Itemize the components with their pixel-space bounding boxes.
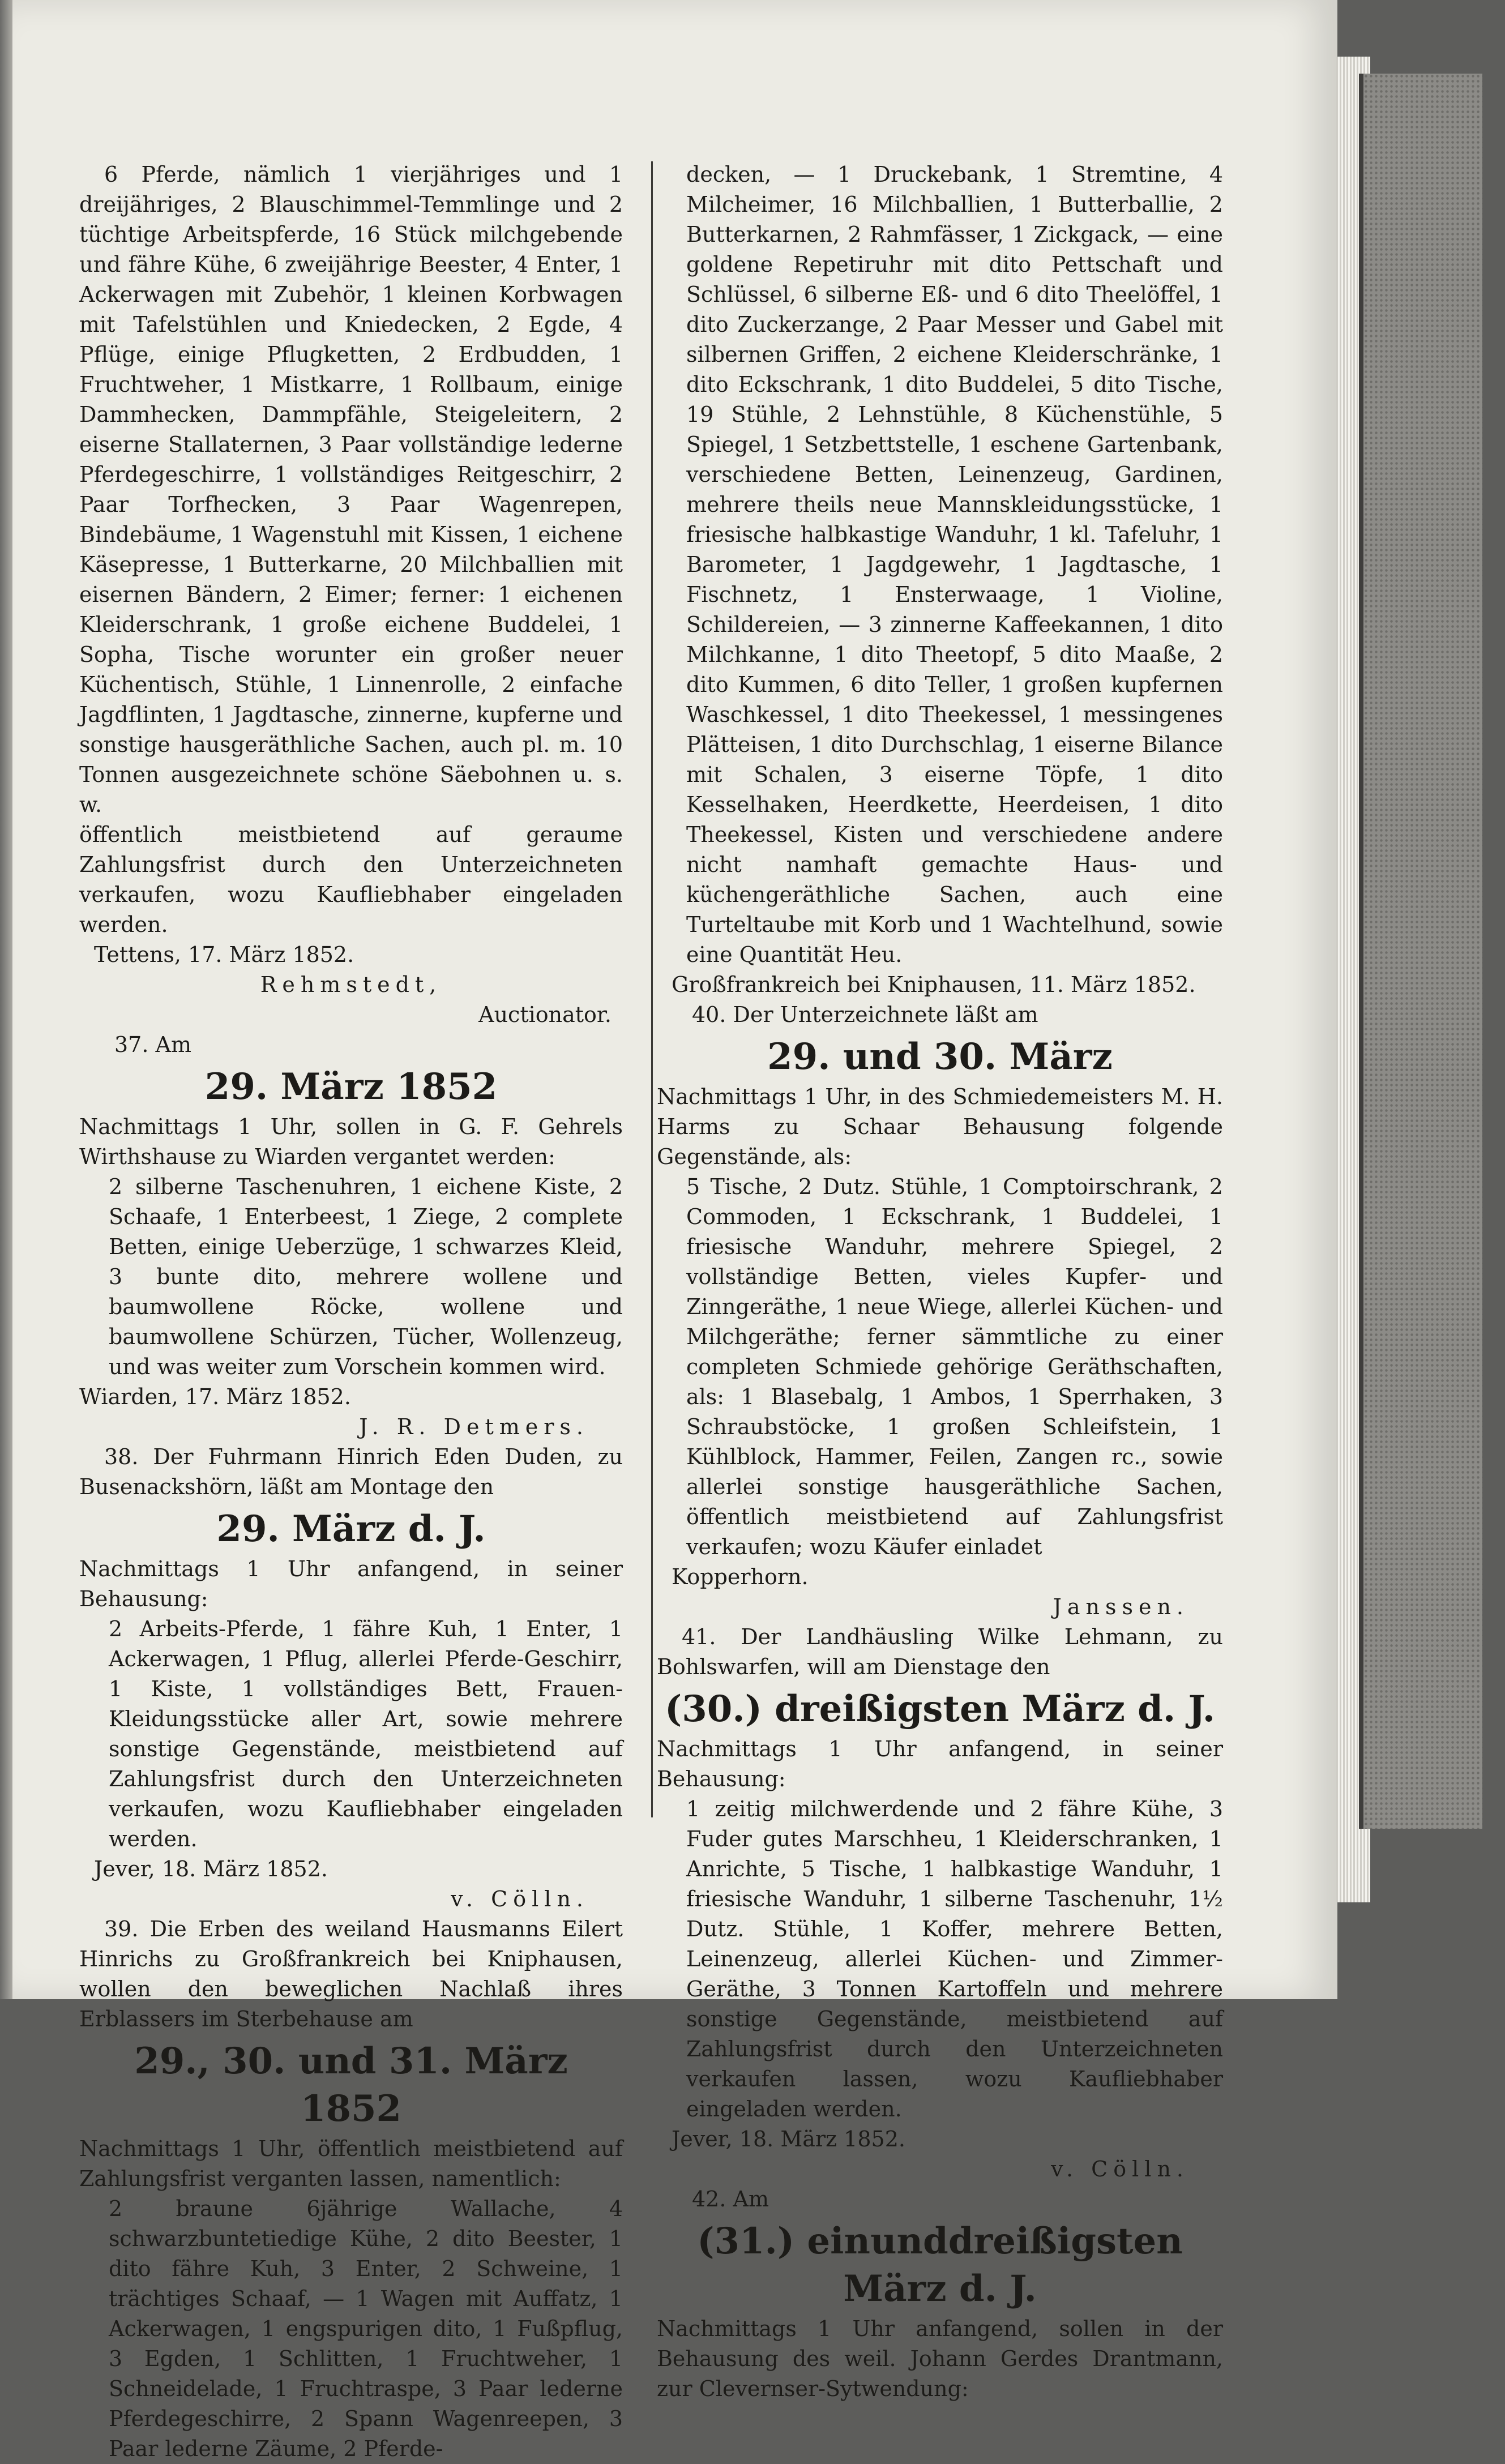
listing-continued: decken, — 1 Druckebank, 1 Stremtine, 4 Milcheimer, 16 Milchballien, 1 Butterballie, 2 Butterkarnen, 2 Rahmfässer, 1 Zickgack, — eine goldene Repetiruhr mit dito Pettschaft und Schlüssel, 6 silberne Eß- und 6 dito Theelöffel, 1 dito Zuckerzange, 2 Paar Messer und Gabel mit silbernen Griffen, 2 eichene Kleiderschränke, 1 dito Eckschrank, 1 dito Buddelei, 5 dito Tische, 19 Stühle, 2 Lehnstühle, 8 Küchenstühle, 5 Spiegel, 1 Setzbettstelle, 1 eschene Gartenbank, verschiedene Betten, Leinenzeug, Gardinen, mehrere theils neue Mannskleidungsstücke, 1 friesische halbkastige Wanduhr, 1 kl. Tafeluhr, 1 Barometer, 1 Jagdgewehr, 1 Jagdtasche, 1 Fischnetz, 1 Ensterwaage, 1 Violine, Schildereien, — 3 zinnerne Kaffeekannen, 1 dito Milchkanne, 1 dito Theetopf, 5 dito Maaße, 2 dito Kummen, 6 dito Teller, 1 großen kupfernen Waschkessel, 1 dito Theekessel, 1 messingenes Plätteisen, 1 dito Durchschlag, 1 eiserne Bilance mit Schalen, 3 eiserne Töpfe, 1 dito Kesselhaken, Heerdkette, Heerdeisen, 1 dito Theekessel, Kisten und verschiedene andere nicht namhaft gemachte Haus- und küchengeräthliche Sachen, auch eine Turteltaube mit Korb und 1 Wachtelhund, sowie eine Quantität Heu. (686, 162, 1223, 967)
auction-date: (31.) einunddreißigsten März d. J. (697, 2220, 1183, 2310)
signature-title: Auctionator. (478, 1002, 612, 1027)
auction-date: 29., 30. und 31. März 1852 (134, 2040, 568, 2130)
item-list: 2 Arbeits-Pferde, 1 fähre Kuh, 1 Enter, 1 Ackerwagen, 1 Pflug, allerlei Pferde-Geschirr, 1 Kiste, 1 vollständiges Bett, Frauen-Kleidungsstücke aller Art, sowie mehrere sonstige Gegenstände, meistbietend auf Zahlungsfrist durch den Unterzeichneten verkaufen, wozu Kaufliebhaber eingeladen werden. (109, 1616, 623, 1851)
auction-date: 29. und 30. März (767, 1036, 1113, 1078)
listing-continued: 6 Pferde, nämlich 1 vierjähriges und 1 dreijähriges, 2 Blauschimmel-Temmlinge und 2 tüchtige Arbeitspferde, 16 Stück milchgebende und fähre Kühe, 6 zweijährige Beester, 4 Enter, 1 Ackerwagen mit Zubehör, 1 kleinen Korbwagen mit Tafelstühlen und Kniedecken, 2 Egde, 4 Pflüge, einige Pflugketten, 2 Erdbudden, 1 Fruchtweher, 1 Mistkarre, 1 Rollbaum, einige Dammhecken, Dammpfähle, Steigeleitern, 2 eiserne Stallaternen, 3 Paar vollständige lederne Pferdegeschirre, 1 vollständiges Reitgeschirr, 2 Paar Torfhecken, 3 Paar Wagenrepen, Bindebäume, 1 Wagenstuhl mit Kissen, 1 eichene Käsepresse, 1 Butterkarne, 20 Milchballien mit eisernen Bändern, 2 Eimer; ferner: 1 eichenen Kleiderschrank, 1 große eichene Buddelei, 1 Sopha, Tische worunter ein großer neuer Küchentisch, Stühle, 1 Linnenrolle, 2 einfache Jagdflinten, 1 Jagdtasche, zinnerne, kupferne und sonstige hausgeräthliche Sachen, auch pl. m. 10 Tonnen ausgezeichnete schöne Säebohnen u. s. w. (79, 162, 623, 817)
signature: Rehmstedt, (260, 972, 442, 997)
place-date: Jever, 18. März 1852. (94, 1856, 328, 1881)
notice-intro: 38. Der Fuhrmann Hinrich Eden Duden, zu Busenackshörn, läßt am Montage den (79, 1444, 623, 1499)
item-list: 1 zeitig milchwerdende und 2 fähre Kühe, 3 Fuder gutes Marschheu, 1 Kleiderschranken, 1 Anrichte, 5 Tische, 1 halbkastige Wanduhr, 1 friesische Wanduhr, 1 silberne Taschenuhr, 1½ Dutz. Stühle, 1 Koffer, mehrere Betten, Leinenzeug, allerlei Küchen- und Zimmer-Geräthe, 3 Tonnen Kartoffeln und mehrere sonstige Gegenstände, meistbietend auf Zahlungsfrist durch den Unterzeichneten verkaufen lassen, wozu Kaufliebhaber eingeladen werden. (686, 1796, 1223, 2121)
notice-intro: 39. Die Erben des weiland Hausmanns Eilert Hinrichs zu Großfrankreich bei Kniphausen, wollen den beweglichen Nachlaß ihres Erblassers im Sterbehause am (79, 1917, 623, 2031)
item-list: 5 Tische, 2 Dutz. Stühle, 1 Comptoirschrank, 2 Commoden, 1 Eckschrank, 1 Buddelei, 1 friesische Wanduhr, mehrere Spiegel, 2 vollständige Betten, vieles Kupfer- und Zinngeräthe, 1 neue Wiege, allerlei Küchen- und Milchgeräthe; ferner sämmtliche zu einer completen Schmiede gehörige Geräthschaften, als: 1 Blasebalg, 1 Ambos, 1 Sperrhaken, 3 Schraubstöcke, 1 großen Schleifstein, 1 Kühlblock, Hammer, Feilen, Zangen rc., sowie allerlei sonstige hausgeräthliche Sachen, öffentlich meistbietend auf Zahlungsfrist verkaufen; wozu Käufer einladet (686, 1174, 1223, 1559)
auction-date: 29. März d. J. (216, 1508, 486, 1550)
right-column (657, 160, 1223, 2404)
auction-date: (30.) dreißigsten März d. J. (664, 1688, 1216, 1730)
left-column (79, 160, 623, 2464)
notice-intro: 41. Der Landhäusling Wilke Lehmann, zu Bohlswarfen, will am Dienstage den (657, 1624, 1223, 1679)
signature: Janssen. (1053, 1594, 1189, 1619)
place-date: Wiarden, 17. März 1852. (79, 1384, 351, 1409)
place-date: Jever, 18. März 1852. (672, 2127, 905, 2151)
notice-number: 37. Am (114, 1032, 191, 1057)
place-date: Tettens, 17. März 1852. (94, 942, 354, 967)
auction-terms: öffentlich meistbietend auf geraume Zahlungsfrist durch den Unterzeichneten verkaufen, wozu Kaufliebhaber eingeladen werden. (79, 822, 623, 937)
signature: v. Cölln. (1051, 2157, 1189, 2181)
notice-intro: Nachmittags 1 Uhr, sollen in G. F. Gehrels Wirthshause zu Wiarden vergantet werden: (79, 1114, 623, 1169)
item-list: 2 braune 6jährige Wallache, 4 schwarzbuntetiedige Kühe, 2 dito Beester, 1 dito fähre Kuh, 3 Enter, 2 Schweine, 1 trächtiges Schaaf, — 1 Wagen mit Auffatz, 1 Ackerwagen, 1 engspurigen dito, 1 Fußpflug, 3 Egden, 1 Schlitten, 1 Fruchtweher, 1 Schneidelade, 1 Fruchtraspe, 3 Paar lederne Pferdegeschirre, 2 Spann Wagenreepen, 3 Paar lederne Zäume, 2 Pferde- (109, 2196, 623, 2461)
item-list: 2 silberne Taschenuhren, 1 eichene Kiste, 2 Schaafe, 1 Enterbeest, 1 Ziege, 2 complete Betten, einige Ueberzüge, 1 schwarzes Kleid, 3 bunte dito, mehrere wollene und baumwollene Röcke, wollene und baumwollene Schürzen, Tücher, Wollenzeug, und was weiter zum Vorschein kommen wird. (109, 1174, 623, 1379)
notice-time: Nachmittags 1 Uhr, öffentlich meistbietend auf Zahlungsfrist verganten lassen, namentlich: (79, 2136, 623, 2191)
signature: v. Cölln. (451, 1886, 589, 1911)
book-cover (1359, 74, 1482, 1829)
notice-time: Nachmittags 1 Uhr anfangend, in seiner Behausung: (657, 1736, 1223, 1791)
notice-intro: 40. Der Unterzeichnete läßt am (692, 1002, 1038, 1027)
notice-time: Nachmittags 1 Uhr anfangend, in seiner Behausung: (79, 1556, 623, 1611)
notice-intro: Nachmittags 1 Uhr anfangend, sollen in der Behausung des weil. Johann Gerdes Drantmann, zur Clevernser-Sytwendung: (657, 2316, 1223, 2401)
place-date: Großfrankreich bei Kniphausen, 11. März 1852. (672, 972, 1196, 997)
notice-number: 42. Am (692, 2187, 769, 2211)
notice-time: Nachmittags 1 Uhr, in des Schmiedemeisters M. H. Harms zu Schaar Behausung folgende Gegenstände, als: (657, 1084, 1223, 1169)
column-divider (651, 161, 653, 1817)
place: Kopperhorn. (672, 1564, 809, 1589)
auction-date: 29. März 1852 (204, 1066, 498, 1108)
signature: J. R. Detmers. (359, 1414, 589, 1439)
